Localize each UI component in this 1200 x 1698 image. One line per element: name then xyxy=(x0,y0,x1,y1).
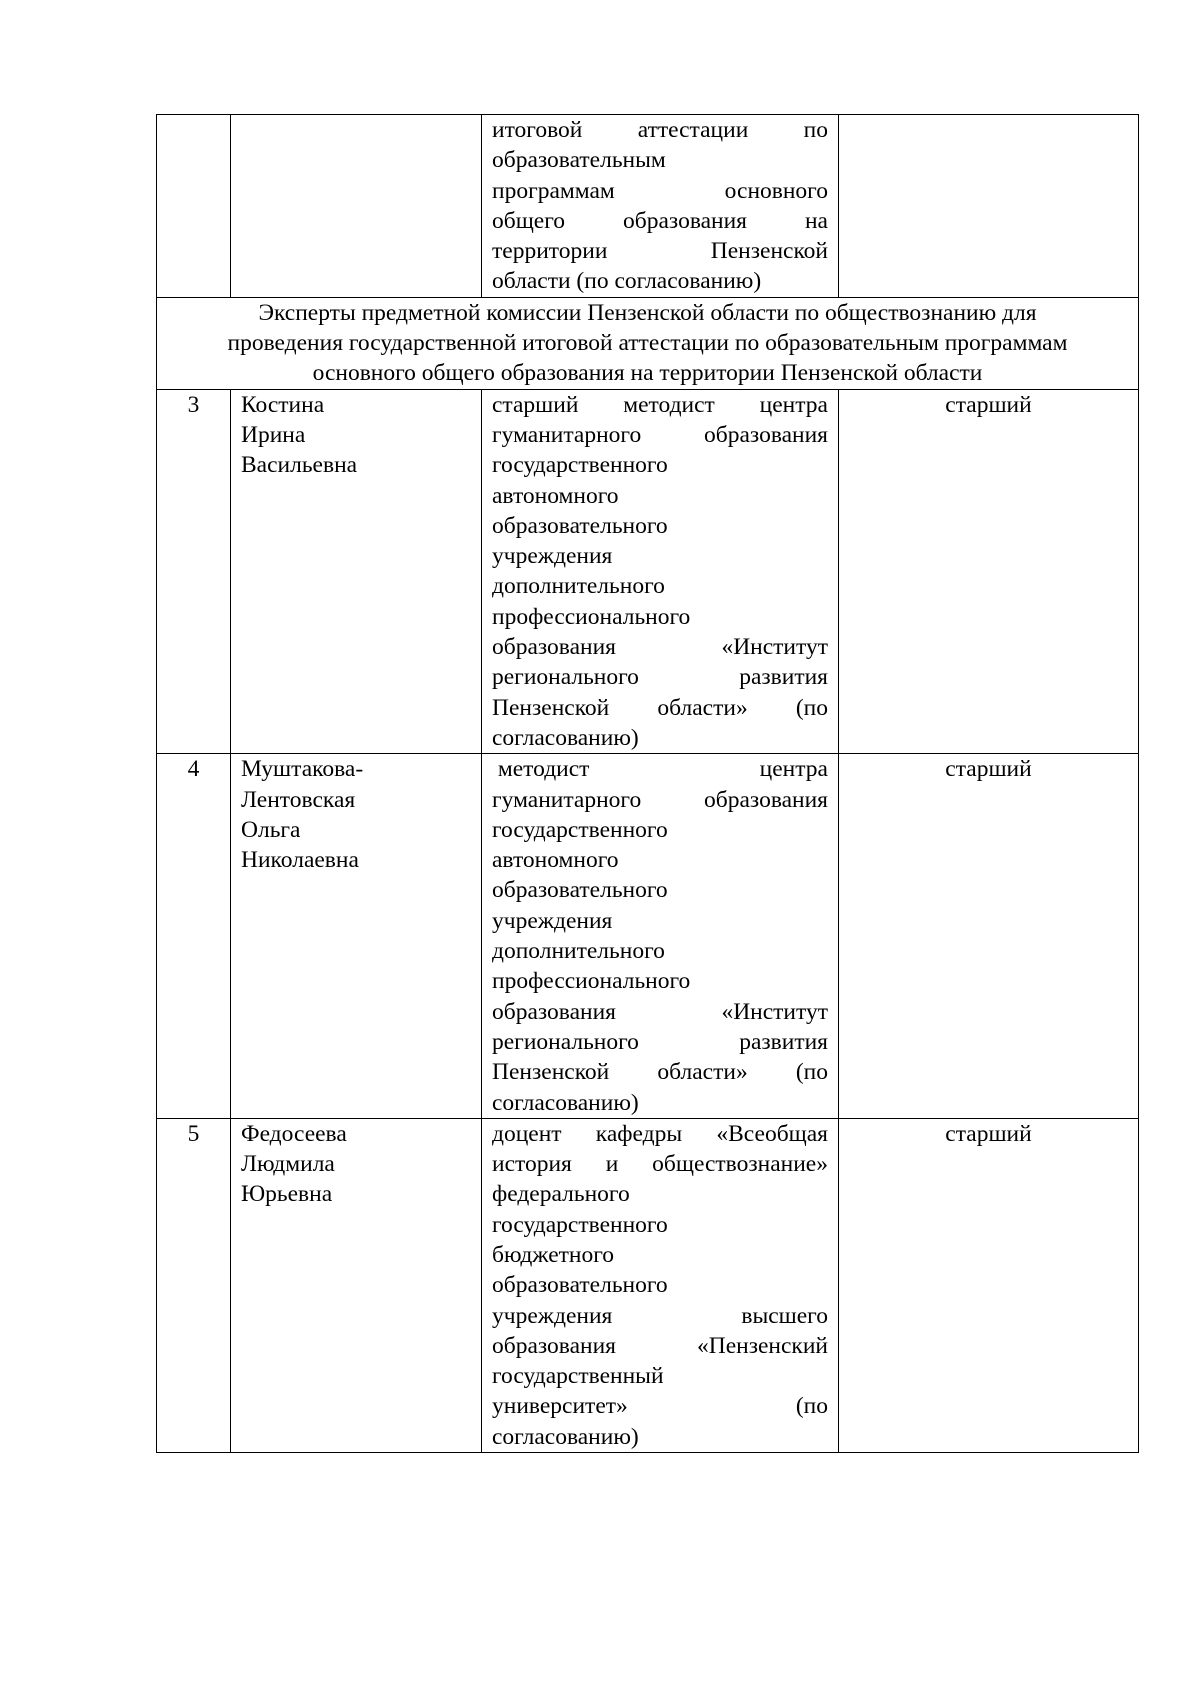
description-line: учреждения xyxy=(492,543,613,570)
name-lines xyxy=(241,390,471,481)
description-line xyxy=(492,1119,828,1149)
section-heading-row xyxy=(157,297,1139,389)
expert-role: старший xyxy=(839,389,1139,754)
description-line xyxy=(492,420,828,450)
description-lines xyxy=(492,390,828,754)
table-row xyxy=(157,389,1139,754)
name-line: Людмила xyxy=(241,1151,335,1178)
section-heading-line: Эксперты предметной комиссии Пензенской области по обществознанию для xyxy=(258,299,1037,326)
description-line xyxy=(492,390,828,420)
word: области» xyxy=(657,1059,748,1086)
word: развития xyxy=(739,664,828,691)
description-line xyxy=(492,1149,828,1179)
word: «Всеобщая xyxy=(716,1120,828,1147)
description-line: государственного xyxy=(492,816,668,843)
description-line xyxy=(492,115,828,145)
description-line: учреждения xyxy=(492,907,613,934)
role-cell xyxy=(839,115,1139,298)
description-line: согласованию) xyxy=(492,1423,639,1450)
word: общего xyxy=(492,207,566,234)
description-line xyxy=(492,662,828,692)
description-line xyxy=(492,1301,828,1331)
name-line: Юрьевна xyxy=(241,1181,333,1208)
description-line: автономного xyxy=(492,847,619,874)
word: университет» xyxy=(492,1393,628,1420)
name-line: Федосеева xyxy=(241,1120,347,1147)
word: (по xyxy=(795,694,828,721)
description-line: образовательным xyxy=(492,147,666,174)
name-line: Николаевна xyxy=(241,847,359,874)
description-line: бюджетного xyxy=(492,1241,615,1268)
experts-table xyxy=(156,114,1139,1453)
description-line xyxy=(492,236,828,266)
name-lines xyxy=(241,754,471,875)
section-heading-line: проведения государственной итоговой аттестации по образовательным программам xyxy=(227,330,1068,357)
description-line xyxy=(492,1057,828,1087)
word: образования xyxy=(492,1332,616,1359)
word: история xyxy=(492,1151,572,1178)
word: кафедры xyxy=(595,1120,683,1147)
word: Пензенской xyxy=(492,1059,610,1086)
word: образования xyxy=(704,421,828,448)
word: (по xyxy=(795,1059,828,1086)
name-line: Ирина xyxy=(241,421,306,448)
word: развития xyxy=(739,1028,828,1055)
word: Пензенской xyxy=(710,238,828,265)
word: обществознание» xyxy=(652,1151,828,1178)
expert-description xyxy=(482,389,839,754)
expert-name xyxy=(231,389,482,754)
word: «Институт xyxy=(721,998,828,1025)
word: центра xyxy=(759,756,828,783)
word: учреждения xyxy=(492,1302,613,1329)
word: образования xyxy=(704,786,828,813)
description-line: федерального xyxy=(492,1181,630,1208)
description-line: дополнительного xyxy=(492,938,665,965)
word: регионального xyxy=(492,664,639,691)
expert-role: старший xyxy=(839,754,1139,1119)
word: итоговой xyxy=(492,117,583,143)
word: образования xyxy=(492,998,616,1025)
description-lines xyxy=(492,1119,828,1452)
expert-description xyxy=(482,1118,839,1452)
name-line: Ольга xyxy=(241,816,301,843)
name-line: Лентовская xyxy=(241,786,356,813)
word: области» xyxy=(657,694,748,721)
table-row xyxy=(157,754,1139,1119)
name-line: Васильевна xyxy=(241,452,358,479)
word: Пензенской xyxy=(492,694,610,721)
word: «Институт xyxy=(721,634,828,661)
word: на xyxy=(804,207,828,234)
description-line xyxy=(492,693,828,723)
expert-name xyxy=(231,1118,482,1452)
word: старший xyxy=(492,391,579,418)
description-cell xyxy=(482,115,839,298)
description-line xyxy=(492,1391,828,1421)
word: (по xyxy=(795,1393,828,1420)
description-line xyxy=(492,1027,828,1057)
word: территории xyxy=(492,238,608,265)
description-line: государственного xyxy=(492,1211,668,1238)
word: центра xyxy=(759,391,828,418)
row-number: 4 xyxy=(157,754,231,1119)
description-line: профессионального xyxy=(492,968,691,995)
expert-description xyxy=(482,754,839,1119)
description-line: автономного xyxy=(492,482,619,509)
description-line: согласованию) xyxy=(492,1089,639,1116)
word: гуманитарного xyxy=(492,786,642,813)
name-lines xyxy=(241,1119,471,1210)
table-row xyxy=(157,1118,1139,1452)
description-line: образовательного xyxy=(492,877,668,904)
name-line: Муштакова- xyxy=(241,756,364,783)
description-line xyxy=(492,176,828,206)
section-heading-line: основного общего образования на территории Пензенской области xyxy=(312,360,983,387)
word: образования xyxy=(492,634,616,661)
description-line xyxy=(492,632,828,662)
description-line: дополнительного xyxy=(492,573,665,600)
word: доцент xyxy=(492,1120,562,1147)
description-line: государственный xyxy=(492,1363,664,1390)
row-number: 5 xyxy=(157,1118,231,1452)
word: и xyxy=(605,1151,619,1178)
name-line: Костина xyxy=(241,391,325,418)
section-heading xyxy=(157,297,1139,389)
word: аттестации xyxy=(637,117,749,143)
name-cell xyxy=(231,115,482,298)
description-lines xyxy=(492,115,828,297)
number-cell xyxy=(157,115,231,298)
description-line: согласованию) xyxy=(492,724,639,751)
description-line xyxy=(492,206,828,236)
description-lines xyxy=(492,754,828,1118)
word: гуманитарного xyxy=(492,421,642,448)
description-line: профессионального xyxy=(492,603,691,630)
row-number: 3 xyxy=(157,389,231,754)
word: основного xyxy=(724,177,828,204)
description-line xyxy=(492,1331,828,1361)
word: программам xyxy=(492,177,615,204)
description-line xyxy=(492,997,828,1027)
description-line: образовательного xyxy=(492,1272,668,1299)
description-line xyxy=(492,754,828,784)
word: регионального xyxy=(492,1028,639,1055)
description-line: области (по согласованию) xyxy=(492,268,762,295)
continuation-row xyxy=(157,115,1139,298)
word: методист xyxy=(623,391,715,418)
expert-name xyxy=(231,754,482,1119)
description-line: государственного xyxy=(492,452,668,479)
expert-role: старший xyxy=(839,1118,1139,1452)
word: методист xyxy=(492,756,590,783)
description-line: образовательного xyxy=(492,512,668,539)
description-line xyxy=(492,785,828,815)
word: «Пензенский xyxy=(696,1332,828,1359)
word: по xyxy=(803,117,828,143)
word: образования xyxy=(623,207,747,234)
word: высшего xyxy=(741,1302,828,1329)
